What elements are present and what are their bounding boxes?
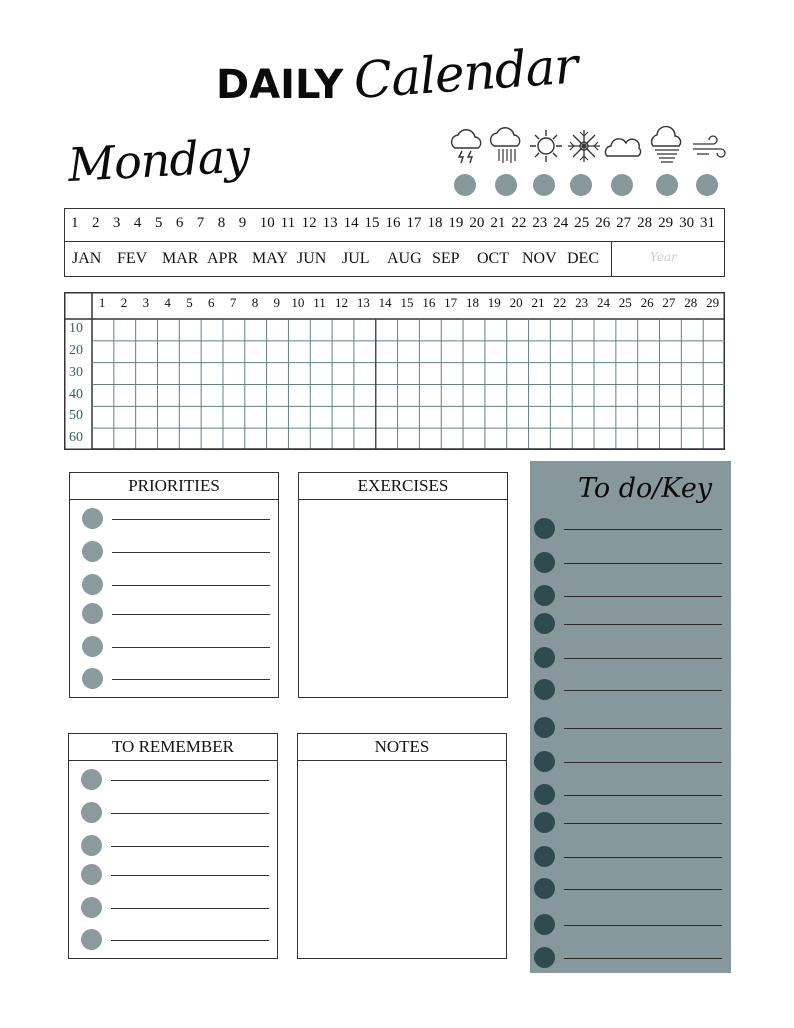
weather-dot[interactable] — [495, 174, 517, 196]
write-line[interactable] — [564, 889, 722, 890]
grid-row-label: 60 — [69, 430, 83, 446]
exercises-title: EXERCISES — [299, 473, 507, 500]
grid-column-number: 28 — [684, 295, 698, 310]
write-line[interactable] — [112, 552, 270, 553]
day-number[interactable]: 12 — [301, 215, 317, 231]
to-remember-title: TO REMEMBER — [69, 734, 277, 761]
weather-icons — [445, 126, 730, 170]
day-number[interactable]: 24 — [553, 215, 569, 231]
grid-row-label: 10 — [69, 321, 83, 336]
grid-column-number: 13 — [356, 295, 370, 310]
bullet-dot[interactable] — [534, 947, 555, 968]
day-number[interactable]: 20 — [469, 215, 485, 231]
bullet-dot[interactable] — [534, 846, 555, 867]
bullet-dot[interactable] — [81, 802, 102, 823]
day-number[interactable]: 21 — [490, 215, 506, 231]
snowflake-icon — [564, 126, 604, 166]
bullet-dot[interactable] — [81, 897, 102, 918]
month-label[interactable]: MAR — [162, 250, 199, 267]
month-label[interactable]: AUG — [387, 250, 422, 267]
day-number[interactable]: 8 — [217, 215, 226, 231]
month-label[interactable]: NOV — [522, 250, 557, 267]
bullet-dot[interactable] — [534, 679, 555, 700]
grid-row-label: 20 — [69, 342, 83, 358]
day-number[interactable]: 28 — [637, 215, 653, 231]
write-line[interactable] — [564, 823, 722, 824]
write-line[interactable] — [564, 529, 722, 530]
remember-item[interactable] — [81, 802, 271, 824]
write-line[interactable] — [564, 624, 722, 625]
month-label[interactable]: JUN — [297, 250, 327, 267]
grid-column-number: 17 — [444, 295, 458, 310]
day-number[interactable]: 19 — [448, 215, 464, 231]
day-number[interactable]: 5 — [154, 215, 163, 231]
todo-title: To do/Key — [578, 473, 713, 504]
write-line[interactable] — [564, 958, 722, 959]
todo-item[interactable] — [534, 552, 724, 574]
remember-item[interactable] — [81, 769, 271, 791]
bullet-dot[interactable] — [81, 864, 102, 885]
write-line[interactable] — [111, 780, 269, 781]
bullet-dot[interactable] — [82, 668, 103, 689]
wind-icon — [689, 126, 729, 166]
grid-column-number: 16 — [422, 295, 436, 310]
grid-row-label: 40 — [69, 386, 83, 402]
priority-item[interactable] — [82, 508, 272, 530]
todo-item[interactable] — [534, 679, 724, 701]
day-number[interactable]: 4 — [133, 215, 142, 231]
day-number[interactable]: 9 — [238, 215, 247, 231]
todo-item[interactable] — [534, 518, 724, 540]
year-placeholder: Year — [650, 250, 677, 264]
bullet-dot[interactable] — [82, 603, 103, 624]
bullet-dot[interactable] — [534, 613, 555, 634]
todo-item[interactable] — [534, 585, 724, 607]
grid-column-number: 8 — [251, 295, 259, 310]
write-line[interactable] — [564, 857, 722, 858]
write-line[interactable] — [564, 795, 722, 796]
bullet-dot[interactable] — [82, 574, 103, 595]
bullet-dot[interactable] — [534, 878, 555, 899]
grid-border — [65, 293, 725, 450]
title — [0, 36, 794, 132]
grid-column-number: 9 — [273, 295, 281, 310]
grid-column-number: 14 — [378, 295, 392, 310]
priorities-title: PRIORITIES — [70, 473, 278, 500]
day-number[interactable]: 2 — [91, 215, 100, 231]
day-numbers-row — [65, 209, 724, 242]
todo-item[interactable] — [534, 751, 724, 773]
write-line[interactable] — [111, 908, 269, 909]
write-line[interactable] — [564, 658, 722, 659]
weather-dot[interactable] — [656, 174, 678, 196]
month-label[interactable]: JAN — [72, 250, 102, 267]
write-line[interactable] — [564, 596, 722, 597]
grid-column-number: 19 — [487, 295, 501, 310]
day-number[interactable]: 23 — [532, 215, 548, 231]
weather-dot[interactable] — [533, 174, 555, 196]
write-line[interactable] — [112, 647, 270, 648]
remember-item[interactable] — [81, 929, 271, 951]
day-number[interactable]: 11 — [280, 215, 296, 231]
priority-item[interactable] — [82, 668, 272, 690]
todo-item[interactable] — [534, 613, 724, 635]
year-field[interactable] — [611, 242, 724, 276]
day-number[interactable]: 30 — [679, 215, 695, 231]
grid-column-number: 26 — [640, 295, 654, 310]
rain-icon — [487, 126, 527, 166]
todo-item[interactable] — [534, 784, 724, 806]
priority-item[interactable] — [82, 636, 272, 658]
grid-column-number: 11 — [313, 295, 326, 310]
grid-row-label: 50 — [69, 408, 83, 424]
day-number[interactable]: 17 — [406, 215, 422, 231]
month-label[interactable]: APR — [207, 250, 239, 267]
bullet-dot[interactable] — [82, 508, 103, 529]
bullet-dot[interactable] — [534, 914, 555, 935]
bullet-dot[interactable] — [534, 784, 555, 805]
bullet-dot[interactable] — [534, 812, 555, 833]
write-line[interactable] — [112, 519, 270, 520]
month-label[interactable]: JUL — [342, 250, 370, 267]
write-line[interactable] — [112, 679, 270, 680]
grid-column-number: 7 — [229, 295, 237, 310]
day-number[interactable]: 29 — [658, 215, 674, 231]
bullet-dot[interactable] — [534, 585, 555, 606]
grid-column-number: 2 — [120, 295, 128, 310]
grid-column-number: 25 — [618, 295, 632, 310]
todo-panel — [530, 461, 731, 973]
bullet-dot[interactable] — [81, 835, 102, 856]
to-remember-panel — [68, 733, 278, 959]
exercises-panel[interactable] — [298, 472, 508, 698]
grid-column-number: 20 — [509, 295, 523, 310]
bullet-dot[interactable] — [82, 541, 103, 562]
weather-dot[interactable] — [454, 174, 476, 196]
todo-item[interactable] — [534, 914, 724, 936]
grid-column-number: 24 — [596, 295, 610, 310]
bullet-dot[interactable] — [534, 751, 555, 772]
notes-panel[interactable] — [297, 733, 507, 959]
month-label[interactable]: OCT — [477, 250, 509, 267]
todo-item[interactable] — [534, 717, 724, 739]
bullet-dot[interactable] — [81, 929, 102, 950]
grid-column-number: 22 — [553, 295, 567, 310]
write-line[interactable] — [112, 585, 270, 586]
months-row — [65, 242, 724, 276]
day-number[interactable]: 7 — [196, 215, 205, 231]
month-label[interactable]: SEP — [432, 250, 460, 267]
weather-dot[interactable] — [570, 174, 592, 196]
day-number[interactable]: 26 — [595, 215, 611, 231]
grid-column-number: 10 — [291, 295, 305, 310]
day-number[interactable]: 10 — [259, 215, 275, 231]
bullet-dot[interactable] — [534, 647, 555, 668]
day-number[interactable]: 1 — [71, 215, 79, 231]
write-line[interactable] — [564, 563, 722, 564]
day-number[interactable]: 27 — [616, 215, 632, 231]
todo-item[interactable] — [534, 947, 724, 969]
day-name: Monday — [66, 128, 251, 192]
todo-item[interactable] — [534, 647, 724, 669]
day-number[interactable]: 16 — [385, 215, 401, 231]
remember-item[interactable] — [81, 897, 271, 919]
bullet-dot[interactable] — [81, 769, 102, 790]
write-line[interactable] — [111, 875, 269, 876]
grid-column-number: 6 — [208, 295, 215, 310]
todo-item[interactable] — [534, 812, 724, 834]
grid-column-number: 18 — [465, 295, 479, 310]
sun-icon — [526, 126, 566, 166]
write-line[interactable] — [564, 762, 722, 763]
priorities-panel — [69, 472, 279, 698]
remember-item[interactable] — [81, 864, 271, 886]
grid-column-number: 4 — [164, 295, 171, 310]
day-number[interactable]: 18 — [427, 215, 443, 231]
write-line[interactable] — [564, 728, 722, 729]
month-label[interactable]: MAY — [252, 250, 288, 267]
grid-column-number: 1 — [98, 295, 106, 310]
write-line[interactable] — [111, 813, 269, 814]
grid-column-number: 5 — [186, 295, 193, 310]
priority-item[interactable] — [82, 541, 272, 563]
time-grid — [64, 292, 725, 450]
day-number[interactable]: 31 — [700, 215, 716, 231]
write-line[interactable] — [112, 614, 270, 615]
todo-item[interactable] — [534, 878, 724, 900]
grid-column-number: 15 — [400, 295, 414, 310]
day-number[interactable]: 13 — [322, 215, 338, 231]
bullet-dot[interactable] — [534, 552, 555, 573]
day-number[interactable]: 15 — [364, 215, 380, 231]
priority-item[interactable] — [82, 574, 272, 596]
todo-item[interactable] — [534, 846, 724, 868]
grid-row-label: 30 — [69, 364, 83, 380]
priority-item[interactable] — [82, 603, 272, 625]
cloudy-icon — [603, 126, 643, 166]
write-line[interactable] — [564, 690, 722, 691]
grid-column-number: 21 — [531, 295, 545, 310]
day-number[interactable]: 14 — [343, 215, 359, 231]
grid-column-number: 29 — [706, 295, 720, 310]
grid-column-number: 12 — [335, 295, 349, 310]
write-line[interactable] — [111, 940, 269, 941]
notes-title: NOTES — [298, 734, 506, 761]
weather-dot[interactable] — [611, 174, 633, 196]
weather-dot[interactable] — [696, 174, 718, 196]
title-calendar: Calendar — [351, 36, 580, 110]
title-daily: DAILY — [216, 62, 344, 108]
day-number[interactable]: 3 — [112, 215, 121, 231]
time-grid-lines — [64, 292, 725, 450]
fog-icon — [647, 126, 687, 166]
grid-column-number: 3 — [142, 295, 150, 310]
day-number[interactable]: 22 — [511, 215, 527, 231]
bullet-dot[interactable] — [82, 636, 103, 657]
bullet-dot[interactable] — [534, 518, 555, 539]
month-label[interactable]: DEC — [567, 250, 599, 267]
write-line[interactable] — [111, 846, 269, 847]
date-selector — [64, 208, 725, 277]
bullet-dot[interactable] — [534, 717, 555, 738]
month-label[interactable]: FEV — [117, 250, 148, 267]
grid-column-number: 23 — [575, 295, 589, 310]
thunderstorm-icon — [447, 126, 487, 166]
remember-item[interactable] — [81, 835, 271, 857]
day-number[interactable]: 25 — [574, 215, 590, 231]
day-number[interactable]: 6 — [175, 215, 184, 231]
write-line[interactable] — [564, 925, 722, 926]
grid-column-number: 27 — [662, 295, 676, 310]
